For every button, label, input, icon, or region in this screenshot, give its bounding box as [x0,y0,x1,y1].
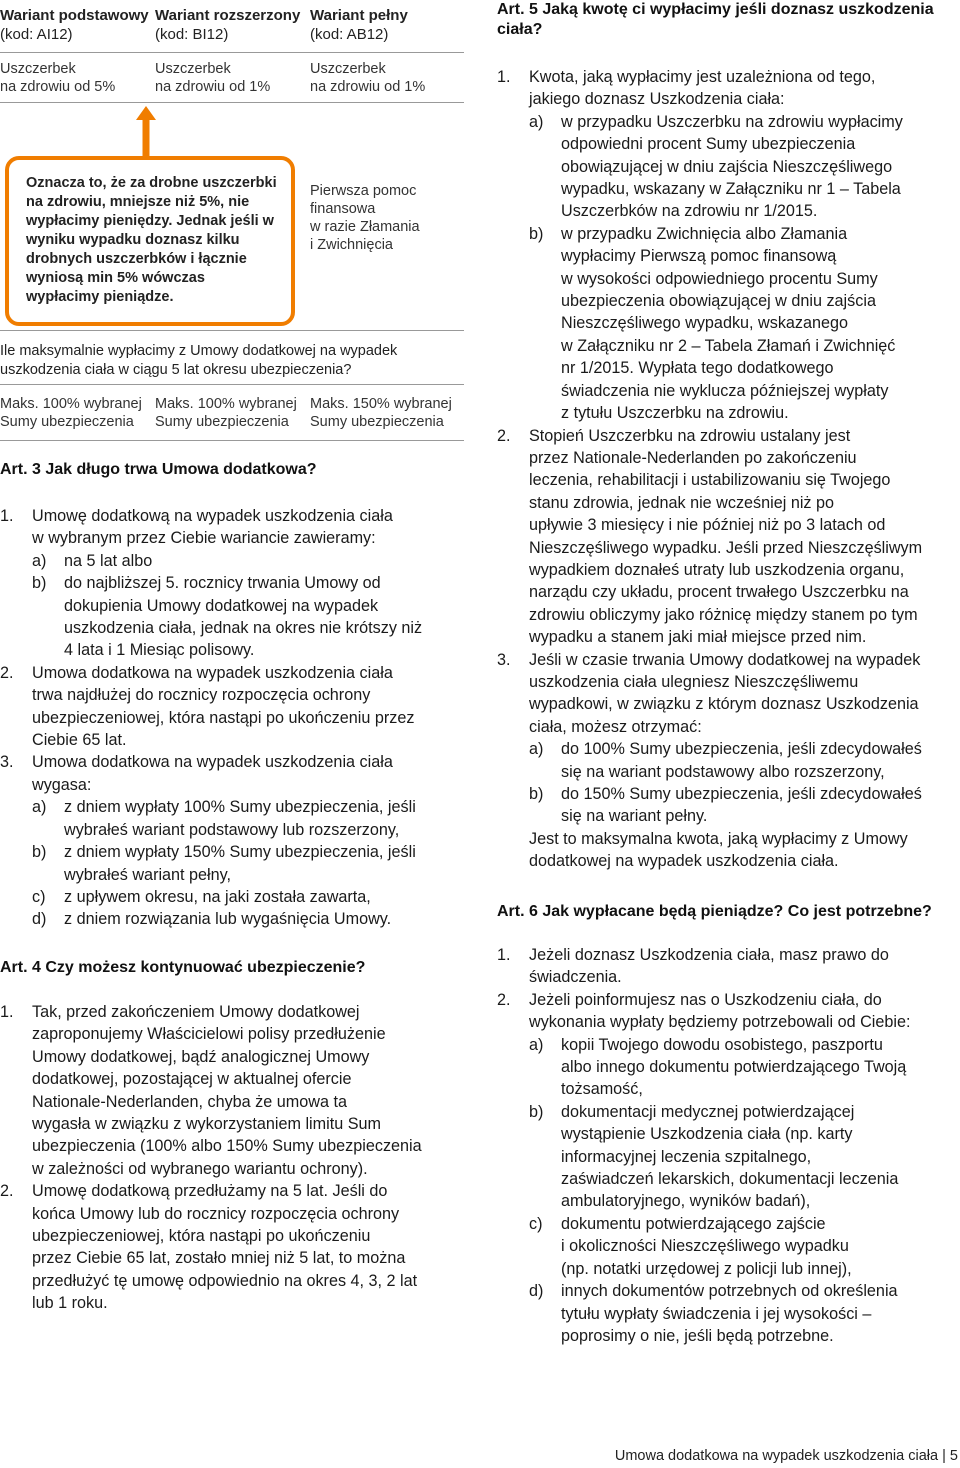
sub-list-item [529,111,960,223]
sub-list-item [529,738,960,783]
item-number: 3. [0,753,14,772]
sub-list-item [529,1101,960,1213]
item-number: 1. [0,1003,14,1021]
page-footer [615,1447,958,1465]
list-item [0,1001,470,1180]
sub-list [529,738,960,828]
list-item [497,944,960,989]
page-number: 5 [949,1448,958,1464]
sub-list-item [32,550,470,572]
variant-basic-code: (kod: AI12) [0,26,73,43]
sub-item-text: z dniem wypłaty 100% Sumy ubezpieczenia, jeśli wybrałeś wariant podstawowy lub rozszerzony, [64,798,416,839]
sub-list [529,1034,960,1348]
sub-list-item [529,1034,960,1101]
sub-list [529,111,960,425]
art6-title: Art. 6 Jak wypłacane będą pieniądze? Co jest potrzebne? [497,903,932,920]
sub-item-letter: b) [529,224,544,243]
art5-list [497,66,960,873]
sub-item-letter: d) [529,1282,544,1301]
variant-basic-header [0,6,150,44]
sub-item-letter: a) [529,112,544,131]
variant-extended-code: (kod: BI12) [155,26,229,43]
sub-list-item [529,1213,960,1280]
sub-item-letter: c) [32,887,46,906]
item-text: Umowę dodatkową przedłużamy na 5 lat. Jeśli do końca Umowy lub do rocznicy rozpoczęcia ochrony ubezpieczeniowej, która nastąpi po ukończeniu przez Ciebie 65 lat, zostało mniej niż 5 lat, to można przedłużyć tę umowę odpowiednio na okres 4, 3, 2 lat lub 1 roku. [32,1182,418,1313]
note-box [5,156,295,326]
up-arrow-icon [136,106,156,160]
art5-title: Art. 5 Jaką kwotę ci wypłacimy jeśli doznasz uszkodzenia ciała? [497,1,934,38]
note-box-text: Oznacza to, że za drobne uszczerbki na zdrowiu, mniejsze niż 5%, nie wypłacimy pieniędzy. Jednak jeśli w wyniku wypadku doznasz kilku drobnych uszczerbków i łącznie wyniosą min 5% wówczas wypłacimy pieniądze. [26,175,277,305]
variant-extended-name: Wariant rozszerzony [155,7,301,24]
sub-item-letter: b) [32,843,47,862]
sub-list-item [32,886,470,908]
item-number: 1. [497,946,511,964]
item-number: 2. [497,990,511,1009]
item-number: 2. [497,426,511,445]
art3-list [0,505,470,931]
item-text: Stopień Uszczerbku na zdrowiu ustalany jest przez Nationale-Nederlanden po zakończeniu leczenia, rehabilitacji i ustabilizowaniu się Twojego stanu zdrowia, jednak nie wcześniej niż po upływie 3 miesięcy i nie później niż po 3 latach od Nieszczęśliwego wypadku. Jeśli przed Nieszczęśliwym wypadkiem doznałeś utraty lub uszkodzenia organu, narządu czy układu, procent trwałego Uszczerbku na zdrowiu obliczymy jako różnicę między stanem po tym wypadku a stanem jaki miał miejsce przed nim. [529,426,923,647]
sub-item-text: dokumentacji medycznej potwierdzającej wystąpienie Uszkodzenia ciała (np. karty informacyjnej leczenia szpitalnego, zaświadczeń lekarskich, dokumentacji leczenia ambulatoryjnego, wyników badań), [561,1102,899,1211]
max-question: Ile maksymalnie wypłacimy z Umowy dodatkowej na wypadek uszkodzenia ciała w ciągu 5 lat okresu ubezpieczenia? [0,343,398,378]
footer-title: Umowa dodatkowa na wypadek uszkodzenia ciała [614,1448,939,1464]
sub-item-text: na 5 lat albo [64,551,153,570]
table-divider [0,384,464,385]
sub-item-letter: a) [529,740,544,759]
variant-full-name: Wariant pełny [310,7,408,24]
sub-list-item [32,841,470,886]
item-number: 1. [497,68,511,86]
list-item [497,989,960,1348]
sub-item-letter: a) [529,1035,544,1054]
sub-list [32,550,470,662]
sub-item-letter: a) [32,551,47,570]
item-text: Umowa dodatkowa na wypadek uszkodzenia ciała trwa najdłużej do rocznicy rozpoczęcia ochrony ubezpieczeniowej, która nastąpi po ukończeniu przez Ciebie 65 lat. [32,663,415,750]
variant-full-code: (kod: AB12) [310,26,389,43]
sub-item-letter: b) [32,574,47,593]
variant-extended-max: Maks. 100% wybranej Sumy ubezpieczenia [155,396,297,430]
variant-extended-injury: Uszczerbek na zdrowiu od 1% [155,61,271,95]
sub-item-text: w przypadku Uszczerbku na zdrowiu wypłacimy odpowiedni procent Sumy ubezpieczenia obowiązującej w dniu zajścia Nieszczęśliwego wypadku, wskazany w Załączniku nr 1 – Tabela Uszczerbków na zdrowiu nr 1/2015. [561,112,903,221]
sub-item-letter: a) [32,798,47,817]
sub-list-item [32,908,470,930]
table-divider [0,52,464,53]
item-number: 2. [0,663,14,682]
sub-item-text: z dniem rozwiązania lub wygaśnięcia Umowy. [64,910,392,929]
variant-full-injury: Uszczerbek na zdrowiu od 1% [310,61,426,95]
sub-item-text: z upływem okresu, na jaki została zawarta, [64,887,371,906]
sub-item-letter: b) [529,1102,544,1121]
item-text: Tak, przed zakończeniem Umowy dodatkowej zaproponujemy Właścicielowi polisy przedłużenie Umowy dodatkowej, bądź analogicznej Umowy dodatkowej, pozostającej w aktualnej ofercie Nationale-Nederlanden, chyba że umowa ta wygasła w związku z wykorzystaniem limitu Sum ubezpieczenia (100% albo 150% Sumy ubezpieczenia w zależności od wybranego wariantu ochrony). [32,1003,422,1178]
item-text: Jeżeli doznasz Uszkodzenia ciała, masz prawo do świadczenia. [529,946,889,987]
sub-item-text: kopii Twojego dowodu osobistego, paszportu albo innego dokumentu potwierdzającego Twoją tożsamość, [561,1035,907,1099]
item-text: Jeśli w czasie trwania Umowy dodatkowej na wypadek uszkodzenia ciała ulegniesz Nieszczęśliwemu wypadkowi, w związku z którym doznasz Uszkodzenia ciała, możesz otrzymać: [529,650,921,736]
art4-list [0,1001,470,1315]
list-item [0,662,470,752]
item-text: Umowa dodatkowa na wypadek uszkodzenia ciała wygasa: [32,753,393,794]
list-item [0,505,470,662]
sub-item-text: do 100% Sumy ubezpieczenia, jeśli zdecydowałeś się na wariant podstawowy albo rozszerzony, [561,740,922,781]
variant-extended-header [155,6,305,44]
item-number: 1. [0,507,14,525]
list-item [497,649,960,873]
item-number: 2. [0,1182,14,1201]
sub-list-item [529,783,960,828]
sub-item-text: z dniem wypłaty 150% Sumy ubezpieczenia, jeśli wybrałeś wariant pełny, [64,843,416,884]
variant-basic-name: Wariant podstawowy [0,7,149,24]
art3-title: Art. 3 Jak długo trwa Umowa dodatkowa? [0,461,317,478]
item-text: Kwota, jaką wypłacimy jest uzależniona od tego, jakiego doznasz Uszkodzenia ciała: [529,68,876,109]
list-item [497,66,960,425]
variant-full-extra: Pierwsza pomoc finansowa w razie Złamania i Zwichnięcia [310,183,420,253]
variant-full-max: Maks. 150% wybranej Sumy ubezpieczenia [310,396,452,430]
item-text: Jeżeli poinformujesz nas o Uszkodzeniu ciała, do wykonania wypłaty będziemy potrzebowali od Ciebie: [529,990,911,1032]
art4-title: Art. 4 Czy możesz kontynuować ubezpieczenie? [0,959,366,976]
list-item [0,751,470,930]
sub-list-item [529,1280,960,1347]
sub-item-letter: b) [529,785,544,803]
table-divider [0,440,464,441]
sub-item-text: w przypadku Zwichnięcia albo Złamania wypłacimy Pierwszą pomoc finansową w wysokości odpowiedniego procentu Sumy ubezpieczenia obowiązującej w dniu zajścia Nieszczęśliwego wypadku, wskazanego w Załączniku nr 2 – Tabela Złamań i Zwichnięć nr 1/2015. Wypłata tego dodatkowego świadczenia nie wyklucza późniejszej wypłaty z tytułu Uszczerbku na zdrowiu. [561,224,896,423]
table-divider [0,102,464,103]
footer-separator: | [942,1448,946,1464]
sub-item-text: innych dokumentów potrzebnych od określenia tytułu wypłaty świadczenia i jej wysokości – poprosimy o nie, jeśli będą potrzebne. [561,1282,898,1345]
list-item [0,1180,470,1314]
variant-basic-max: Maks. 100% wybranej Sumy ubezpieczenia [0,396,142,430]
art6-list [497,944,960,1347]
sub-item-text: do 150% Sumy ubezpieczenia, jeśli zdecydowałeś się na wariant pełny. [561,785,922,826]
sub-item-text: do najbliższej 5. rocznicy trwania Umowy od dokupienia Umowy dodatkowej na wypadek uszkodzenia ciała, jednak na okres nie krótszy niż 4 lata i 1 Miesiąc polisowy. [64,574,423,660]
list-item [497,425,960,649]
sub-list [32,796,470,930]
item-after-text: Jest to maksymalna kwota, jaką wypłacimy z Umowy dodatkowej na wypadek uszkodzenia ciała. [529,829,908,871]
sub-item-text: dokumentu potwierdzającego zajście i okoliczności Nieszczęśliwego wypadku (np. notatki urzędowej z policji lub innej), [561,1214,852,1278]
sub-item-letter: c) [529,1214,543,1233]
table-divider [0,330,464,331]
variant-basic-injury: Uszczerbek na zdrowiu od 5% [0,61,116,95]
item-text: Umowę dodatkową na wypadek uszkodzenia ciała w wybranym przez Ciebie wariancie zawieramy: [32,507,393,548]
sub-list-item [32,796,470,841]
sub-list-item [32,572,470,662]
item-number: 3. [497,650,511,669]
sub-item-letter: d) [32,910,47,929]
sub-list-item [529,223,960,425]
variant-full-header [310,6,460,44]
